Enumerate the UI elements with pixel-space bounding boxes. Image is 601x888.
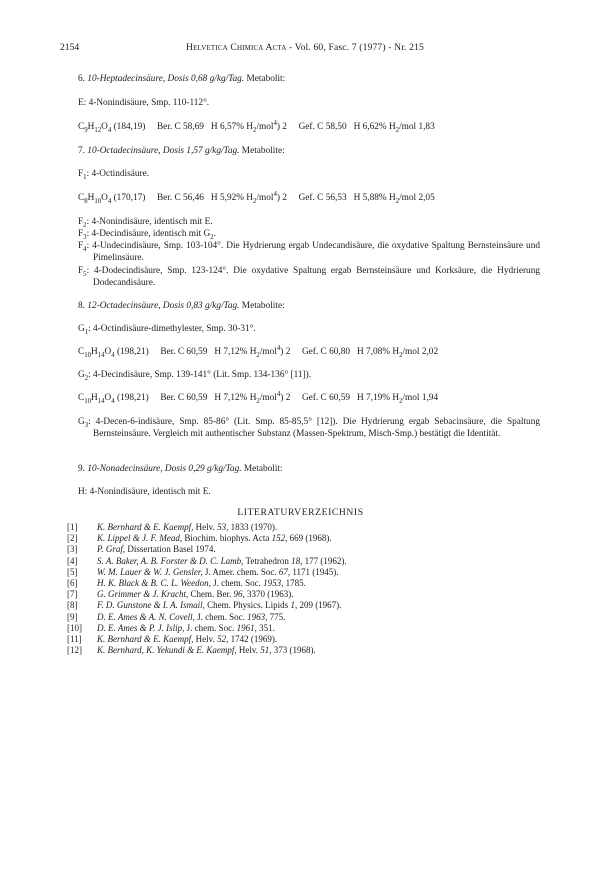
reference-authors: F. D. Gunstone & I. A. Ismail, — [97, 600, 205, 611]
reference-journal: Chem. Ber. — [188, 589, 234, 600]
analysis-line-s8-1: $C_{10}H_{14}O_4$ (198,21) Ber. C 60,59 H 7,12% $H_2/mol^4$) 2 Gef. C 60,80 H 7,08% $H_2$/mol 2,02 — [78, 344, 439, 359]
reference-authors: K. Bernhard & E. Kaempf, — [97, 522, 194, 532]
section-title: 10-Heptadecinsäure, Dosis 0,68 g/kg/Tag. — [87, 74, 245, 84]
section-9-heading — [78, 463, 283, 475]
reference-item — [67, 623, 547, 634]
paragraph-text: $F_4$: 4-Undecindisäure, Smp. 103-104°. Die Hydrierung ergab Undecandisäure, die oxydative Spaltung Bernsteinsäure und Pimelinsäure. — [78, 241, 540, 264]
reference-journal: Dissertation Basel 1974. — [125, 544, 216, 555]
reference-volume: 152 — [271, 533, 286, 544]
reference-journal: J. chem. Soc. — [194, 611, 248, 622]
reference-journal: Helv. — [193, 522, 218, 532]
metabolite-F1: $F_1$: 4-Octindisäure. — [78, 169, 150, 181]
reference-item — [67, 556, 547, 567]
reference-item — [67, 589, 547, 600]
reference-authors: G. Grimmer & J. Kracht, — [97, 589, 189, 600]
reference-number: [7] — [67, 589, 78, 600]
analysis-line-s6: $C_9H_{12}O_4$ (184,19) Ber. C 58,69 H 6,57% $H_2/mol^4$) 2 Gef. C 58,50 H 6,62% $H_2$/mol 1,83 — [78, 119, 435, 134]
metabolite-F5 — [78, 265, 540, 289]
reference-pages: , 775. — [265, 611, 286, 622]
metabolite-G1: $G_1$: 4-Octindisäure-dimethylester, Smp. 30-31°. — [78, 324, 256, 336]
reference-list — [67, 522, 547, 656]
reference-item — [67, 634, 547, 645]
reference-journal: Helv. — [236, 645, 261, 656]
metabolite-F4 — [78, 240, 540, 264]
reference-pages: , 1833 (1970). — [226, 522, 278, 532]
reference-number: [11] — [67, 634, 82, 645]
metabolite-F2: $F_2$: 4-Nonindisäure, identisch mit E. — [78, 217, 213, 229]
analysis-line-s7: $C_8H_{10}O_4$ (170,17) Ber. C 56,46 H 5,92% $H_2/mol^4$) 2 Gef. C 56,53 H 5,88% $H_2$/mol 2,05 — [78, 190, 435, 205]
section-title: 10-Octadecinsäure, Dosis 1,57 g/kg/Tag. — [87, 146, 240, 156]
section-number: 9. — [78, 464, 88, 474]
reference-authors: P. Graf, — [97, 544, 126, 555]
reference-volume: 18 — [291, 555, 301, 566]
reference-pages: , 1171 (1945). — [287, 566, 339, 577]
section-7-heading — [78, 145, 285, 157]
section-title: 10-Nonadecinsäure, Dosis 0,29 g/kg/Tag. — [87, 464, 242, 474]
reference-item — [67, 522, 547, 533]
section-6-heading — [78, 73, 285, 85]
running-header — [60, 42, 550, 56]
reference-pages: , 1785. — [281, 578, 306, 589]
reference-pages: , 669 (1968). — [285, 533, 332, 544]
reference-number: [1] — [67, 522, 78, 532]
reference-item — [67, 544, 547, 555]
reference-pages: , 351. — [254, 622, 275, 633]
reference-authors: W. M. Lauer & W. J. Gensler, — [97, 566, 203, 577]
reference-number: [5] — [67, 566, 78, 577]
reference-number: [3] — [67, 544, 78, 555]
reference-volume: 1953 — [263, 578, 282, 589]
reference-authors: K. Bernhard, K. Yekundi & E. Kaempf, — [97, 645, 237, 656]
reference-volume: 52 — [217, 634, 227, 645]
references-heading: LITERATURVERZEICHNIS — [237, 507, 364, 518]
reference-item — [67, 645, 547, 656]
reference-number: [8] — [67, 600, 78, 611]
paragraph-text: $G_3$: 4-Decen-6-indisäure, Smp. 85-86° (Lit. Smp. 85-85,5° [12]). Die Hydrierung ergab Sebacinsäure, die Spaltung Bernsteinsäure. Vergleich mit authentischer Substanz (Massen-Spektrum, Misch-Smp.) bestätigt die Identität. — [78, 417, 540, 440]
reference-item — [67, 612, 547, 623]
reference-volume: 96 — [233, 589, 243, 600]
reference-authors: S. A. Baker, A. B. Forster & D. C. Lamb, — [97, 555, 244, 566]
paragraph-text: $F_5$: 4-Dodecindisäure, Smp. 123-124°. Die oxydative Spaltung ergab Bernsteinsäure und Korksäure, die Hydrierung Dodecandisäure. — [78, 266, 540, 289]
section-number: 6. — [78, 74, 88, 84]
reference-number: [10] — [67, 622, 82, 633]
reference-number: [6] — [67, 578, 78, 589]
section-label: Metabolit: — [244, 74, 286, 84]
reference-number: [2] — [67, 533, 78, 544]
reference-journal: Chem. Physics. Lipids — [204, 600, 291, 611]
reference-authors: D. E. Ames & P. J. Islip, — [97, 622, 185, 633]
metabolite-H: H: 4-Nonindisäure, identisch mit E. — [78, 487, 211, 497]
reference-volume: 67 — [278, 566, 288, 577]
reference-number: [4] — [67, 555, 78, 566]
metabolite-G3 — [78, 416, 540, 440]
reference-volume: 51 — [260, 645, 270, 656]
section-number: 8. — [78, 301, 88, 311]
section-8-heading — [78, 300, 285, 312]
reference-authors: K. Lippel & J. F. Mead, — [97, 533, 183, 544]
reference-number: [12] — [67, 645, 82, 656]
reference-volume: 1961 — [236, 622, 255, 633]
journal-issue: - Vol. 60, Fasc. 7 (1977) - Nr. 215 — [286, 42, 424, 53]
metabolite-G2: $G_2$: 4-Decindisäure, Smp. 139-141° (Lit. Smp. 134-136° [11]). — [78, 370, 312, 382]
reference-pages: , 1742 (1969). — [226, 634, 278, 645]
reference-number: [9] — [67, 611, 78, 622]
reference-pages: , 3370 (1963). — [242, 589, 294, 600]
section-label: Metabolite: — [239, 146, 285, 156]
journal-name: Helvetica Chimica Acta — [186, 42, 287, 53]
reference-item — [67, 600, 547, 611]
section-title: 12-Octadecinsäure, Dosis 0,83 g/kg/Tag. — [87, 301, 240, 311]
section-number: 7. — [78, 146, 88, 156]
reference-volume: 1963 — [247, 611, 266, 622]
metabolite-E: E: 4-Nonindisäure, Smp. 110-112°. — [78, 98, 210, 108]
reference-authors: K. Bernhard & E. Kaempf, — [97, 634, 194, 645]
metabolite-F3: $F_3$: 4-Decindisäure, identisch mit $G_2$. — [78, 229, 216, 241]
reference-journal: Biochim. biophys. Acta — [182, 533, 272, 544]
reference-pages: , 373 (1968). — [269, 645, 316, 656]
page-number: 2154 — [60, 42, 80, 53]
reference-journal: Tetrahedron — [243, 555, 292, 566]
reference-journal: J. chem. Soc. — [184, 622, 237, 633]
analysis-line-s8-2: $C_{10}H_{14}O_4$ (198,21) Ber. C 60,59 H 7,12% $H_2/mol^4$) 2 Gef. C 60,59 H 7,19% $H_2$/mol 1,94 — [78, 390, 439, 405]
reference-volume: 1 — [290, 600, 295, 611]
reference-volume: 53 — [217, 522, 227, 532]
reference-authors: D. E. Ames & A. N. Covell, — [97, 611, 195, 622]
reference-pages: , 209 (1967). — [294, 600, 342, 611]
reference-item — [67, 567, 547, 578]
reference-journal: Helv. — [193, 634, 218, 645]
reference-item — [67, 578, 547, 589]
reference-journal: J. chem. Soc. — [210, 578, 264, 589]
section-label: Metabolit: — [241, 464, 283, 474]
section-label: Metabolite: — [239, 301, 285, 311]
reference-pages: , 177 (1962). — [300, 555, 347, 566]
journal-line — [60, 42, 550, 53]
reference-authors: H. K. Black & B. C. L. Weedon, — [97, 578, 211, 589]
reference-item — [67, 533, 547, 544]
reference-journal: J. Amer. chem. Soc. — [202, 566, 279, 577]
